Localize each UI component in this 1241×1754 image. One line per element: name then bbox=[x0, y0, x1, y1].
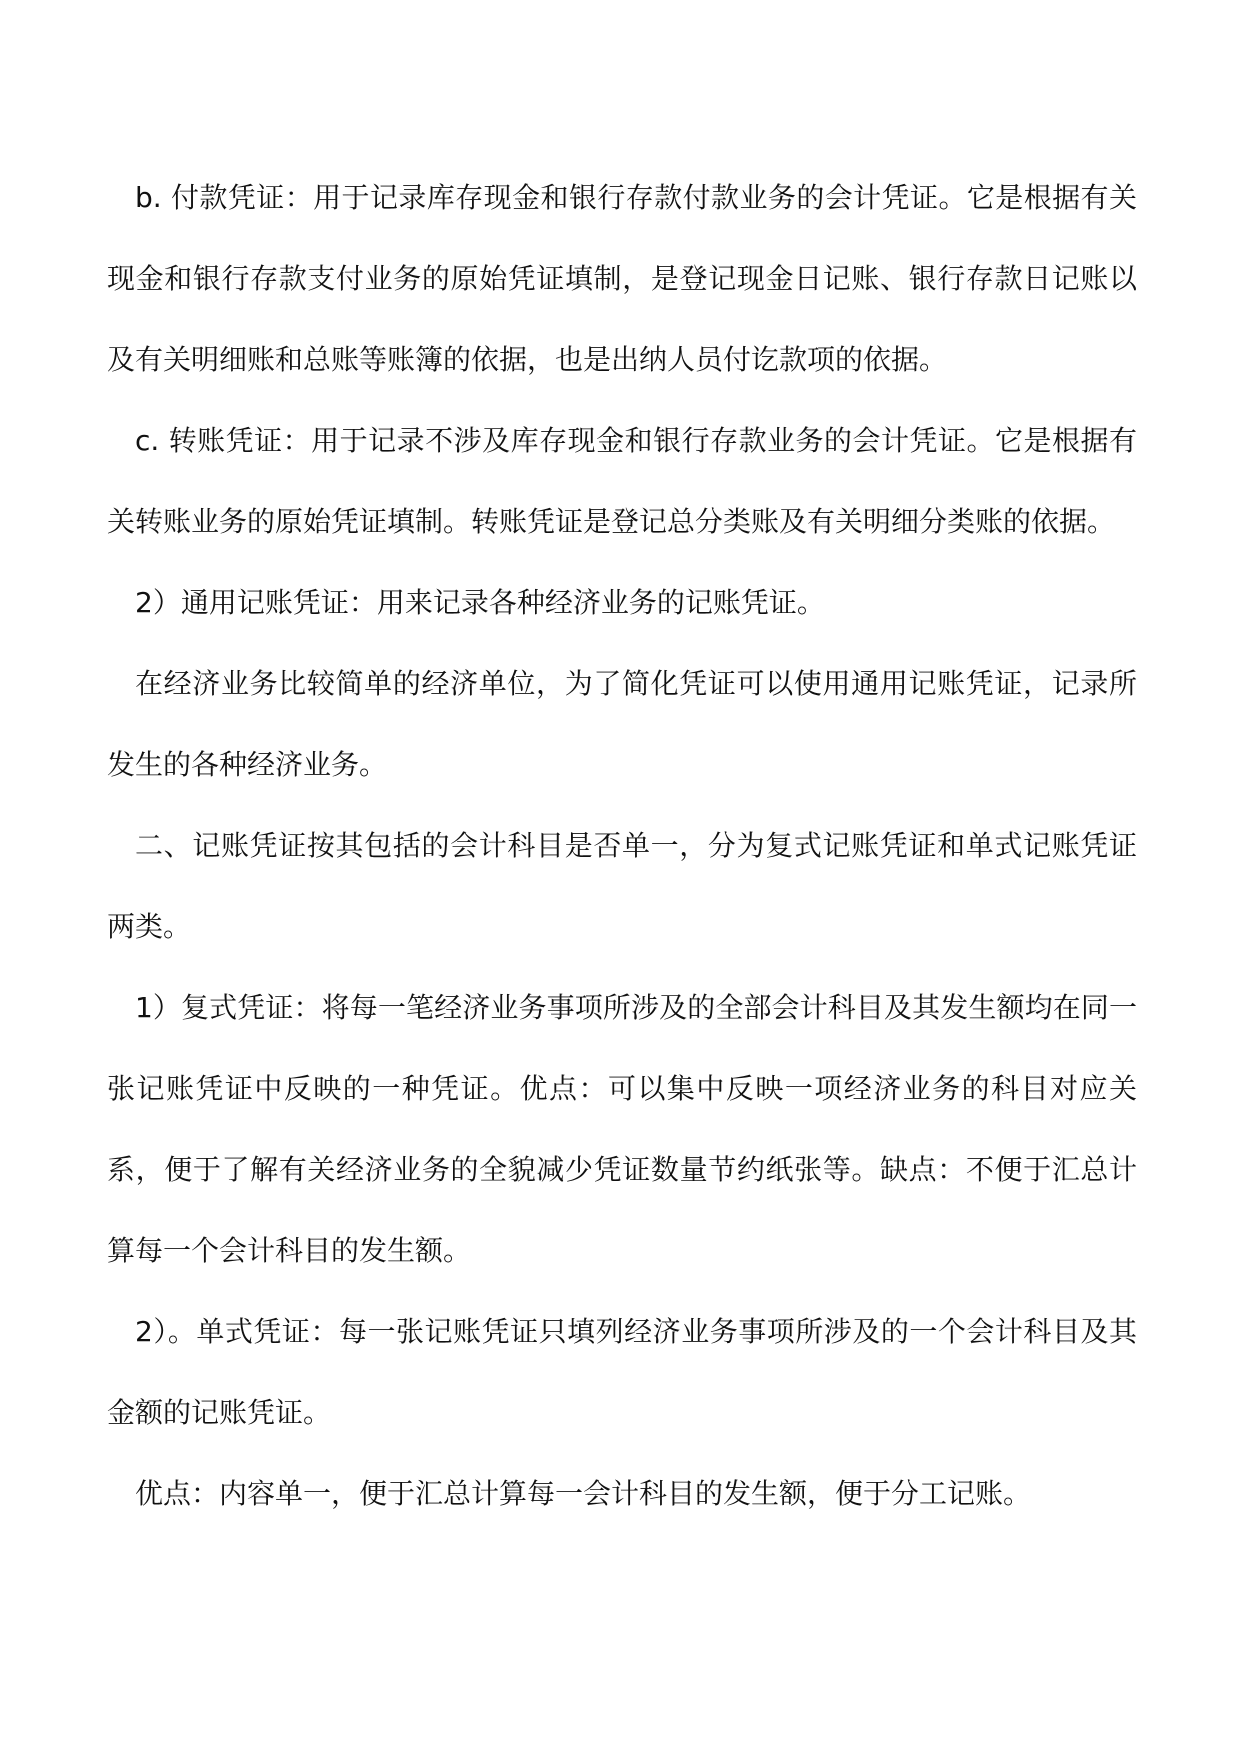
paragraph-section-two-heading: 二、记账凭证按其包括的会计科目是否单一，分为复式记账凭证和单式记账凭证两类。 bbox=[107, 829, 1137, 943]
paragraph-general-voucher-usage: 在经济业务比较简单的经济单位，为了简化凭证可以使用通用记账凭证，记录所发生的各种经济业务。 bbox=[107, 667, 1137, 781]
document-body bbox=[107, 157, 1137, 1534]
paragraph-payment-voucher: b. 付款凭证：用于记录库存现金和银行存款付款业务的会计凭证。它是根据有关现金和银行存款支付业务的原始凭证填制，是登记现金日记账、银行存款日记账以及有关明细账和总账等账簿的依据，也是出纳人员付讫款项的依据。 bbox=[107, 181, 1137, 376]
paragraph-general-voucher: 2）通用记账凭证：用来记录各种经济业务的记账凭证。 bbox=[135, 586, 825, 619]
paragraph-single-voucher: 2）。单式凭证：每一张记账凭证只填列经济业务事项所涉及的一个会计科目及其金额的记账凭证。 bbox=[107, 1315, 1137, 1429]
paragraph-compound-voucher: 1）复式凭证：将每一笔经济业务事项所涉及的全部会计科目及其发生额均在同一张记账凭证中反映的一种凭证。优点：可以集中反映一项经济业务的科目对应关系，便于了解有关经济业务的全貌减少凭证数量节约纸张等。缺点：不便于汇总计算每一个会计科目的发生额。 bbox=[107, 991, 1137, 1267]
paragraph-single-voucher-advantages: 优点：内容单一，便于汇总计算每一会计科目的发生额，便于分工记账。 bbox=[135, 1477, 1032, 1510]
paragraph-transfer-voucher: c. 转账凭证：用于记录不涉及库存现金和银行存款业务的会计凭证。它是根据有关转账业务的原始凭证填制。转账凭证是登记总分类账及有关明细分类账的依据。 bbox=[107, 424, 1137, 538]
